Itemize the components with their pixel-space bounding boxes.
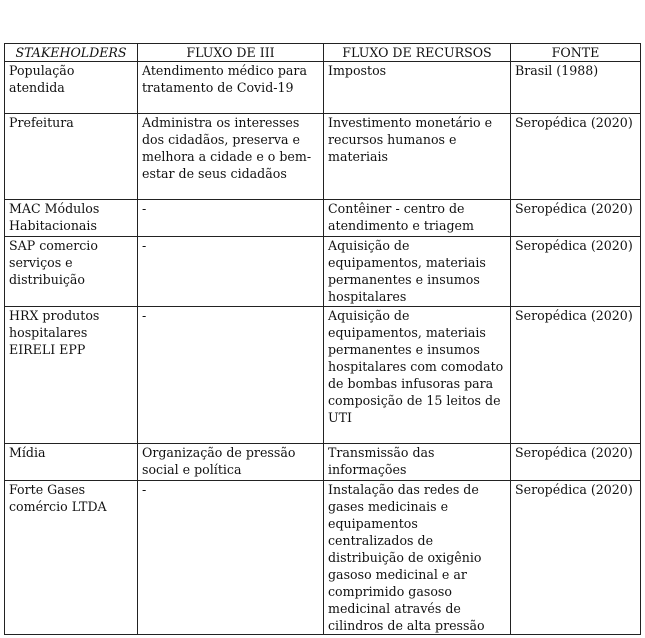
table-row: [5, 481, 641, 635]
cell-fluxo-recursos: Impostos: [324, 62, 511, 114]
cell-fluxo-iii: -: [138, 481, 324, 635]
header-fonte: FONTE: [511, 44, 641, 62]
stakeholders-table: [4, 43, 641, 635]
table-row: [5, 200, 641, 237]
cell-fluxo-iii: Organização de pressão social e política: [138, 444, 324, 481]
table-row: [5, 62, 641, 114]
cell-fonte: Seropédica (2020): [511, 237, 641, 307]
cell-fonte: Seropédica (2020): [511, 444, 641, 481]
cell-stakeholder: MAC Módulos Habitacionais: [5, 200, 138, 237]
cell-fonte: Seropédica (2020): [511, 307, 641, 444]
cell-stakeholder: População atendida: [5, 62, 138, 114]
cell-stakeholder: HRX produtos hospitalares EIRELI EPP: [5, 307, 138, 444]
cell-fluxo-recursos: Aquisição de equipamentos, materiais permanentes e insumos hospitalares com comodato de bombas infusoras para composição de 15 leitos de UTI: [324, 307, 511, 444]
table-row: [5, 114, 641, 200]
cell-fonte: Seropédica (2020): [511, 200, 641, 237]
cell-fluxo-recursos: Investimento monetário e recursos humanos e materiais: [324, 114, 511, 200]
cell-fluxo-recursos: Instalação das redes de gases medicinais e equipamentos centralizados de distribuição de oxigênio gasoso medicinal e ar comprimido gasoso medicinal através de cilindros de alta pressão: [324, 481, 511, 635]
cell-fluxo-recursos: Contêiner - centro de atendimento e triagem: [324, 200, 511, 237]
cell-stakeholder: Forte Gases comércio LTDA: [5, 481, 138, 635]
cell-fluxo-iii: -: [138, 237, 324, 307]
header-fluxo-recursos: FLUXO DE RECURSOS: [324, 44, 511, 62]
cell-stakeholder: Mídia: [5, 444, 138, 481]
header-fluxo-iii: FLUXO DE III: [138, 44, 324, 62]
cell-fonte: Seropédica (2020): [511, 114, 641, 200]
cell-fluxo-iii: -: [138, 200, 324, 237]
table-row: [5, 237, 641, 307]
cell-stakeholder: SAP comercio serviços e distribuição: [5, 237, 138, 307]
table-header-row: [5, 44, 641, 62]
cell-fluxo-iii: -: [138, 307, 324, 444]
cell-fluxo-iii: Administra os interesses dos cidadãos, preserva e melhora a cidade e o bem-estar de seus cidadãos: [138, 114, 324, 200]
cell-fluxo-iii: Atendimento médico para tratamento de Covid-19: [138, 62, 324, 114]
table-row: [5, 307, 641, 444]
cell-fluxo-recursos: Aquisição de equipamentos, materiais permanentes e insumos hospitalares: [324, 237, 511, 307]
cell-fonte: Seropédica (2020): [511, 481, 641, 635]
header-stakeholders: STAKEHOLDERS: [5, 44, 138, 62]
cell-fluxo-recursos: Transmissão das informações: [324, 444, 511, 481]
table-row: [5, 444, 641, 481]
cell-stakeholder: Prefeitura: [5, 114, 138, 200]
cell-fonte: Brasil (1988): [511, 62, 641, 114]
